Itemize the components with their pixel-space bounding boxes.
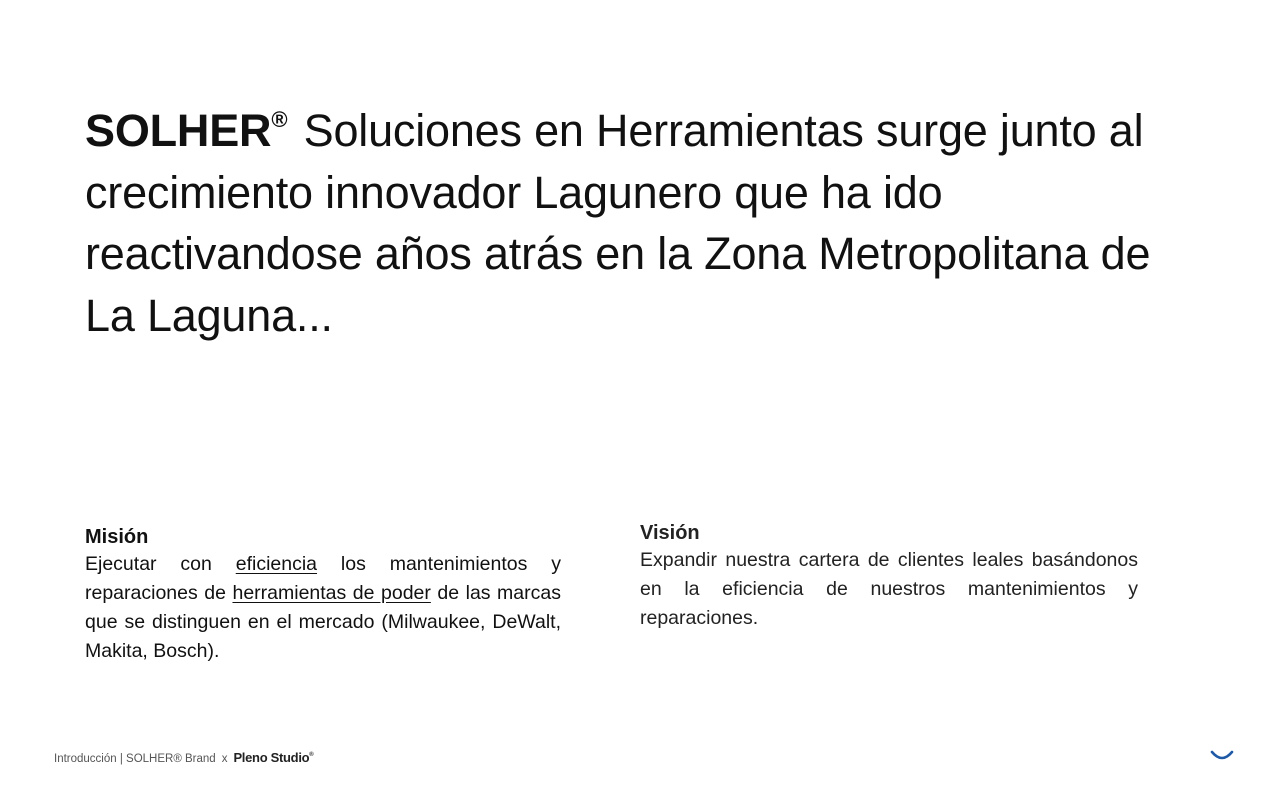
mision-text-part-1: Ejecutar con <box>85 553 236 575</box>
vision-section <box>640 520 1138 633</box>
pleno-studio-logo <box>233 750 313 765</box>
mision-text-part-3: de las marcas que se distinguen en el mercado (Milwaukee, DeWalt, Makita, Bosch). <box>85 582 561 662</box>
mision-title: Misión <box>85 526 149 548</box>
pleno-studio-name: Pleno Studio <box>233 750 310 765</box>
registered-mark: ® <box>271 107 288 132</box>
vision-title: Visión <box>640 522 700 544</box>
eficiencia-highlight: eficiencia <box>235 553 318 575</box>
footer <box>54 749 313 768</box>
footer-breadcrumb: Introducción | SOLHER® Brand <box>54 753 216 765</box>
brand-name: SOLHER <box>85 105 272 156</box>
vision-text: Expandir nuestra cartera de clientes leales basándonos en la eficiencia de nuestros mantenimientos y reparaciones. <box>640 549 1138 629</box>
intro-heading <box>85 100 1165 346</box>
intro-text: Soluciones en Herramientas surge junto al crecimiento innovador Lagunero que ha ido reactivandose años atrás en la Zona Metropolitana de La Laguna... <box>85 105 1151 341</box>
footer-separator: x <box>221 753 228 765</box>
herramientas-highlight: herramientas de poder <box>232 582 431 604</box>
mision-section <box>85 524 561 666</box>
mision-text <box>85 550 561 666</box>
loading-spinner-icon <box>1208 744 1236 762</box>
pleno-studio-mark: ® <box>309 752 314 758</box>
mision-text-part-2: los mantenimientos y reparaciones de <box>85 553 561 604</box>
